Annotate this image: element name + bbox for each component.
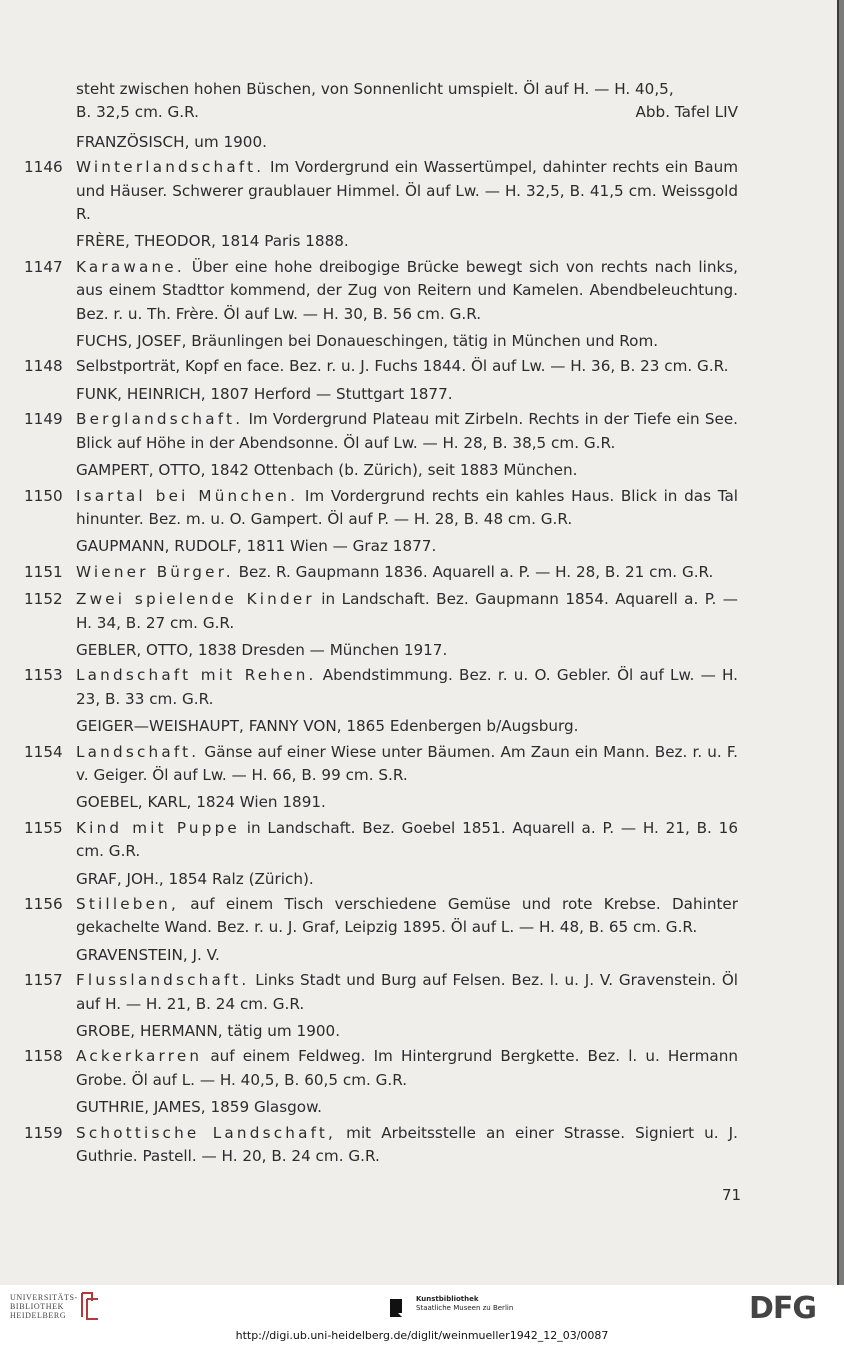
artist-heading: GROBE, HERMANN, tätig um 1900. bbox=[76, 1022, 341, 1041]
catalog-entry bbox=[24, 355, 738, 378]
lot-number: 1154 bbox=[24, 742, 63, 761]
artwork-title: Karawane. bbox=[76, 257, 185, 276]
artwork-details: in Landschaft. Bez. Gaupmann 1854. Aquarell a. P. — H. 34, B. 27 cm. G.R. bbox=[76, 590, 738, 632]
artist-heading: GEIGER—WEISHAUPT, FANNY VON, 1865 Edenbergen b/Augsburg. bbox=[76, 717, 579, 736]
kb-subtitle: Staatliche Museen zu Berlin bbox=[416, 1304, 514, 1312]
artwork-details: Im Vordergrund Plateau mit Zirbeln. Rechts in der Tiefe ein See. Blick auf Höhe in der Abendsonne. Öl auf Lw. — H. 28, B. 38,5 cm. G.R. bbox=[76, 410, 738, 452]
lot-number: 1152 bbox=[24, 590, 63, 609]
artwork-title: Schottische Landschaft, bbox=[76, 1123, 337, 1142]
artwork-details: Links Stadt und Burg auf Felsen. Bez. l. u. J. V. Gravenstein. Öl auf H. — H. 21, B. 24 cm. G.R. bbox=[76, 971, 738, 1013]
intro-text: steht zwischen hohen Büschen, von Sonnenlicht umspielt. Öl auf H. — H. 40,5, bbox=[76, 80, 674, 98]
intro-line2-row bbox=[24, 101, 738, 124]
university-line1: UNIVERSITÄTS- bbox=[10, 1293, 78, 1302]
entry-description bbox=[76, 485, 738, 532]
catalog-entry bbox=[24, 485, 738, 532]
artist-heading: FRANZÖSISCH, um 1900. bbox=[76, 132, 267, 151]
artwork-details: Über eine hohe dreibogige Brücke bewegt sich von rechts nach links, aus einem Stadttor kommend, der Zug von Reitern und Kamelen. Abendbeleuchtung. Bez. r. u. Th. Frère. Öl auf Lw. — H. 30, B. 56 cm. G.R. bbox=[76, 257, 738, 323]
artwork-details: Im Vordergrund rechts ein kahles Haus. Blick in das Tal hinunter. Bez. m. u. O. Gampert. Öl auf P. — H. 28, B. 48 cm. G.R. bbox=[76, 486, 738, 528]
catalog-entry bbox=[24, 969, 738, 1016]
artwork-title: Isartal bei München. bbox=[76, 486, 299, 505]
intro-line2: B. 32,5 cm. G.R. bbox=[76, 103, 199, 122]
artwork-title: Wiener Bürger. bbox=[76, 562, 234, 581]
lot-number: 1157 bbox=[24, 971, 63, 990]
artwork-details: Abendstimmung. Bez. r. u. O. Gebler. Öl auf Lw. — H. 23, B. 33 cm. G.R. bbox=[76, 666, 738, 708]
entry-description bbox=[76, 893, 738, 940]
catalog-text bbox=[24, 78, 738, 1172]
artwork-title: Landschaft mit Rehen. bbox=[76, 666, 317, 685]
lot-number: 1147 bbox=[24, 257, 63, 276]
entry-description bbox=[76, 1045, 738, 1092]
artwork-details: Selbstporträt, Kopf en face. Bez. r. u. J. Fuchs 1844. Öl auf Lw. — H. 36, B. 23 cm. G.R. bbox=[76, 357, 729, 376]
viewer-footer bbox=[0, 1285, 844, 1345]
artwork-details: auf einem Tisch verschiedene Gemüse und rote Krebse. Dahinter gekachelte Wand. Bez. r. u. J. Graf, Leipzig 1895. Öl auf L. — H. 48, B. 65 cm. G.R. bbox=[76, 895, 738, 937]
artist-heading: GUTHRIE, JAMES, 1859 Glasgow. bbox=[76, 1098, 322, 1117]
dfg-logo[interactable]: DFG bbox=[749, 1291, 817, 1326]
artwork-title: Berglandschaft. bbox=[76, 410, 244, 429]
university-library-logo-text[interactable] bbox=[10, 1293, 78, 1320]
artist-heading: GAUPMANN, RUDOLF, 1811 Wien — Graz 1877. bbox=[76, 537, 437, 556]
catalog-entry bbox=[24, 256, 738, 326]
artist-heading: GRAVENSTEIN, J. V. bbox=[76, 945, 220, 964]
artwork-details: auf einem Feldweg. Im Hintergrund Bergkette. Bez. l. u. Hermann Grobe. Öl auf L. — H. 40,5, B. 60,5 cm. G.R. bbox=[76, 1047, 738, 1089]
entry-description bbox=[76, 156, 738, 226]
catalog-entry bbox=[24, 1122, 738, 1169]
artwork-title: Ackerkarren bbox=[76, 1047, 203, 1066]
entry-description bbox=[76, 561, 738, 584]
catalog-entry bbox=[24, 588, 738, 635]
artist-heading: FRÈRE, THEODOR, 1814 Paris 1888. bbox=[76, 232, 349, 251]
entry-description bbox=[76, 969, 738, 1016]
lot-number: 1151 bbox=[24, 562, 63, 581]
catalog-entry bbox=[24, 1045, 738, 1092]
artist-heading: GEBLER, OTTO, 1838 Dresden — München 1917. bbox=[76, 640, 448, 659]
lot-number: 1148 bbox=[24, 357, 63, 376]
lot-number: 1153 bbox=[24, 666, 63, 685]
page-number: 71 bbox=[722, 1186, 742, 1204]
artist-heading: FUCHS, JOSEF, Bräunlingen bei Donaueschingen, tätig in München und Rom. bbox=[76, 332, 659, 351]
artwork-details: in Landschaft. Bez. Goebel 1851. Aquarell a. P. — H. 21, B. 16 cm. G.R. bbox=[76, 818, 738, 861]
artwork-title: Winterlandschaft. bbox=[76, 158, 265, 177]
catalog-entry bbox=[24, 664, 738, 711]
artwork-details: Im Vordergrund ein Wassertümpel, dahinter rechts ein Baum und Häuser. Schwerer graublauer Himmel. Öl auf Lw. — H. 32,5, B. 41,5 cm. Weissgold R. bbox=[76, 158, 738, 224]
entry-description bbox=[76, 817, 738, 864]
catalog-entry bbox=[24, 893, 738, 940]
lot-number: 1146 bbox=[24, 158, 63, 177]
artwork-title: Kind mit Puppe bbox=[76, 818, 240, 837]
figure-reference: Abb. Tafel LIV bbox=[635, 103, 738, 122]
lot-number: 1159 bbox=[24, 1123, 63, 1142]
kunstbibliothek-text bbox=[416, 1295, 513, 1313]
lot-number: 1158 bbox=[24, 1047, 63, 1066]
kb-title: Kunstbibliothek bbox=[416, 1295, 479, 1303]
lot-number: 1155 bbox=[24, 818, 63, 837]
entry-description bbox=[76, 408, 738, 455]
catalog-entry bbox=[24, 741, 738, 788]
entry-description bbox=[76, 256, 738, 326]
entry-description bbox=[76, 664, 738, 711]
entry-description bbox=[76, 588, 738, 635]
artist-heading: GOEBEL, KARL, 1824 Wien 1891. bbox=[76, 793, 326, 812]
artwork-title: Stilleben, bbox=[76, 895, 180, 913]
entry-description bbox=[76, 741, 738, 788]
artwork-title: Landschaft. bbox=[76, 742, 200, 761]
artwork-title: Flusslandschaft. bbox=[76, 971, 250, 990]
catalog-entry bbox=[24, 561, 738, 584]
artwork-details: Gänse auf einer Wiese unter Bäumen. Am Zaun ein Mann. Bez. r. u. F. v. Geiger. Öl auf Lw. — H. 66, B. 99 cm. S.R. bbox=[76, 742, 738, 784]
artwork-details: mit Arbeitsstelle an einer Strasse. Signiert u. J. Guthrie. Pastell. — H. 20, B. 24 cm. G.R. bbox=[76, 1123, 738, 1166]
artist-heading: GRAF, JOH., 1854 Ralz (Zürich). bbox=[76, 869, 314, 888]
catalog-entry bbox=[24, 156, 738, 226]
lot-number: 1149 bbox=[24, 410, 63, 429]
artist-heading: FUNK, HEINRICH, 1807 Herford — Stuttgart 1877. bbox=[76, 384, 453, 403]
artwork-title: Zwei spielende Kinder bbox=[76, 590, 315, 609]
university-line3: HEIDELBERG bbox=[10, 1311, 67, 1320]
university-line2: BIBLIOTHEK bbox=[10, 1302, 64, 1311]
artist-heading: GAMPERT, OTTO, 1842 Ottenbach (b. Zürich), seit 1883 München. bbox=[76, 461, 578, 480]
entries-list bbox=[24, 131, 738, 1169]
artwork-details: Bez. R. Gaupmann 1836. Aquarell a. P. — H. 28, B. 21 cm. G.R. bbox=[233, 562, 714, 581]
entry-description bbox=[76, 355, 738, 378]
lot-number: 1150 bbox=[24, 486, 63, 505]
page-url-link[interactable]: http://digi.ub.uni-heidelberg.de/diglit/weinmueller1942_12_03/0087 bbox=[235, 1329, 609, 1342]
kunstbibliothek-icon bbox=[388, 1297, 410, 1319]
catalog-entry bbox=[24, 817, 738, 864]
university-emblem-icon bbox=[78, 1291, 102, 1321]
lot-number: 1156 bbox=[24, 895, 63, 913]
entry-description bbox=[76, 1122, 738, 1169]
catalog-entry bbox=[24, 408, 738, 455]
